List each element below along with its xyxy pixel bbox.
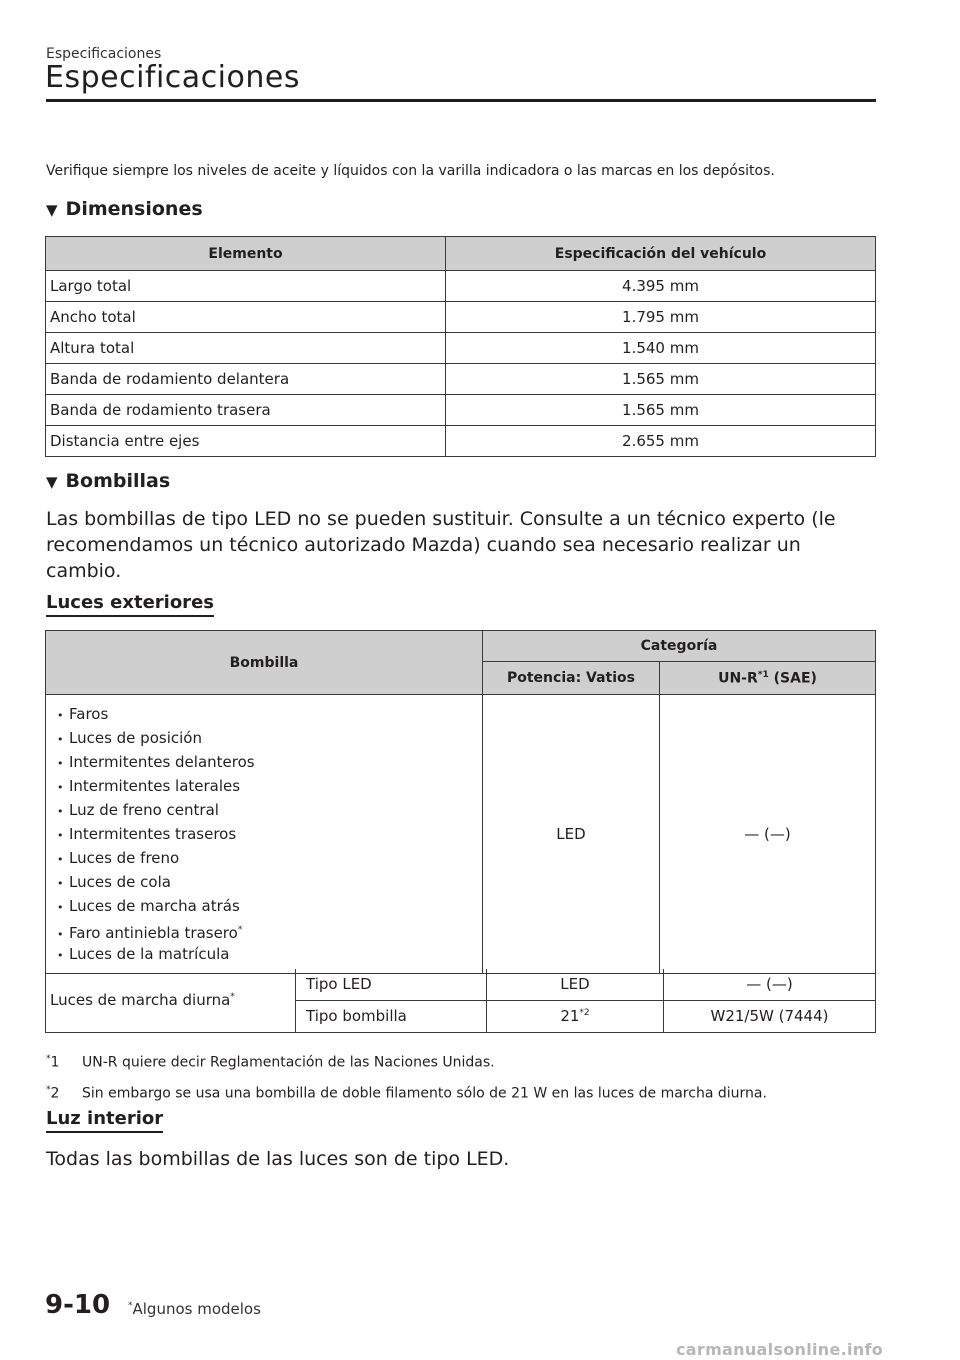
table-row xyxy=(46,333,876,364)
footer-note-label: Algunos modelos xyxy=(132,1300,261,1318)
table-cell: — (—) xyxy=(664,969,876,1000)
list-item-label: Faro antiniebla trasero xyxy=(69,924,238,942)
list-item xyxy=(57,942,481,966)
drl-label: Luces de marcha diurna xyxy=(50,991,231,1010)
bullet-icon: • xyxy=(57,928,64,941)
column-header-suffix: (SAE) xyxy=(768,670,817,687)
table-cell xyxy=(46,969,296,1032)
power-value: 21 xyxy=(560,1007,580,1025)
table-cell xyxy=(487,1000,664,1032)
table-cell: Distancia entre ejes xyxy=(46,426,446,457)
bulbs-heading-label: Bombillas xyxy=(65,470,171,492)
table-cell: 4.395 mm xyxy=(446,271,876,302)
table-cell: Banda de rodamiento delantera xyxy=(46,364,446,395)
table-cell: Tipo LED xyxy=(296,969,487,1000)
table-row xyxy=(46,395,876,426)
table-cell: 1.565 mm xyxy=(446,364,876,395)
table-cell: Tipo bombilla xyxy=(296,1000,487,1032)
footnote-text: Sin embargo se usa una bombilla de doble filamento sólo de 21 W en las luces de marcha diurna. xyxy=(82,1085,767,1102)
footnote xyxy=(46,1046,767,1077)
table-row xyxy=(46,969,876,1000)
list-item-label: Luz de freno central xyxy=(69,801,219,819)
footnote-number: 2 xyxy=(50,1085,60,1102)
list-item xyxy=(57,894,481,918)
watermark: carmanualsonline.info xyxy=(676,1340,884,1359)
interior-light-text: Todas las bombillas de las luces son de tipo LED. xyxy=(46,1148,510,1170)
list-item xyxy=(57,726,481,750)
table-row xyxy=(46,426,876,457)
list-item-label: Intermitentes traseros xyxy=(69,825,237,843)
table-row xyxy=(46,695,876,974)
exterior-lights-heading: Luces exteriores xyxy=(46,592,214,617)
table-cell: 2.655 mm xyxy=(446,426,876,457)
list-item-label: Intermitentes laterales xyxy=(69,777,241,795)
list-item xyxy=(57,918,481,942)
page-number: 9-10 xyxy=(45,1290,111,1320)
some-models-mark: * xyxy=(230,992,235,1003)
column-header xyxy=(660,662,876,695)
table-cell: 1.565 mm xyxy=(446,395,876,426)
dimensions-heading-label: Dimensiones xyxy=(65,198,203,220)
table-cell xyxy=(46,695,483,974)
footnote-ref: *2 xyxy=(579,1008,590,1018)
bullet-icon: • xyxy=(57,733,64,746)
list-item-label: Faros xyxy=(69,705,109,723)
interior-light-heading: Luz interior xyxy=(46,1108,163,1133)
footnote-ref: *1 xyxy=(757,669,769,680)
bullet-icon: • xyxy=(57,877,64,890)
footnote-mark: *2 xyxy=(46,1084,60,1102)
bullet-icon: • xyxy=(57,901,64,914)
bullet-icon: • xyxy=(57,757,64,770)
bullet-icon: • xyxy=(57,805,64,818)
column-header: Potencia: Vatios xyxy=(483,662,660,695)
dimensions-table xyxy=(45,236,876,457)
bulb-list xyxy=(47,696,481,972)
exterior-lights-table xyxy=(45,630,876,974)
list-item xyxy=(57,870,481,894)
footnotes xyxy=(46,1046,767,1107)
list-item xyxy=(57,702,481,726)
dimensions-heading xyxy=(46,198,203,220)
table-cell: — (—) xyxy=(660,695,876,974)
bullet-icon: • xyxy=(57,853,64,866)
title-divider xyxy=(46,99,876,102)
bullet-icon: • xyxy=(57,709,64,722)
bullet-icon: • xyxy=(57,781,64,794)
bullet-icon: • xyxy=(57,949,64,962)
list-item-label: Luces de marcha atrás xyxy=(69,897,240,915)
bulbs-paragraph: Las bombillas de tipo LED no se pueden sustituir. Consulte a un técnico experto (le recomendamos un técnico autorizado Mazda) cuando sea necesario realizar un cambio. xyxy=(46,508,836,582)
footnote-mark: *1 xyxy=(46,1054,60,1071)
table-row xyxy=(46,271,876,302)
table-cell: W21/5W (7444) xyxy=(664,1000,876,1032)
list-item-label: Luces de posición xyxy=(69,729,202,747)
footer-note xyxy=(128,1300,261,1318)
column-header: Especificación del vehículo xyxy=(446,237,876,271)
table-cell: Altura total xyxy=(46,333,446,364)
list-item-label: Intermitentes delanteros xyxy=(69,753,255,771)
footnote-text: UN-R quiere decir Reglamentación de las Naciones Unidas. xyxy=(82,1054,495,1071)
page-title: Especificaciones xyxy=(45,60,300,95)
list-item-label: Luces de cola xyxy=(69,873,171,891)
list-item-label: Luces de la matrícula xyxy=(69,945,230,963)
intro-text: Verifique siempre los niveles de aceite y líquidos con la varilla indicadora o las marcas en los depósitos. xyxy=(46,163,775,179)
table-cell: Largo total xyxy=(46,271,446,302)
column-header: Elemento xyxy=(46,237,446,271)
footnote-number: 1 xyxy=(50,1054,60,1071)
footnote xyxy=(46,1077,767,1108)
bulbs-heading xyxy=(46,470,170,492)
table-cell: Banda de rodamiento trasera xyxy=(46,395,446,426)
list-item xyxy=(57,774,481,798)
list-item xyxy=(57,846,481,870)
column-header: Categoría xyxy=(483,631,876,662)
some-models-mark: * xyxy=(128,1301,133,1311)
triangle-down-icon: ▼ xyxy=(46,473,58,491)
table-cell: 1.540 mm xyxy=(446,333,876,364)
table-row xyxy=(46,364,876,395)
bullet-icon: • xyxy=(57,829,64,842)
list-item xyxy=(57,750,481,774)
breadcrumb: Especificaciones xyxy=(46,46,162,62)
table-cell: LED xyxy=(483,695,660,974)
list-item-label: Luces de freno xyxy=(69,849,180,867)
triangle-down-icon: ▼ xyxy=(46,201,58,219)
table-cell: 1.795 mm xyxy=(446,302,876,333)
list-item xyxy=(57,798,481,822)
column-header-label: UN-R xyxy=(718,670,758,687)
table-row xyxy=(46,302,876,333)
list-item xyxy=(57,822,481,846)
daytime-running-lights-table xyxy=(45,969,876,1033)
column-header: Bombilla xyxy=(46,631,483,695)
table-cell: Ancho total xyxy=(46,302,446,333)
some-models-mark: * xyxy=(237,925,243,935)
table-cell: LED xyxy=(487,969,664,1000)
